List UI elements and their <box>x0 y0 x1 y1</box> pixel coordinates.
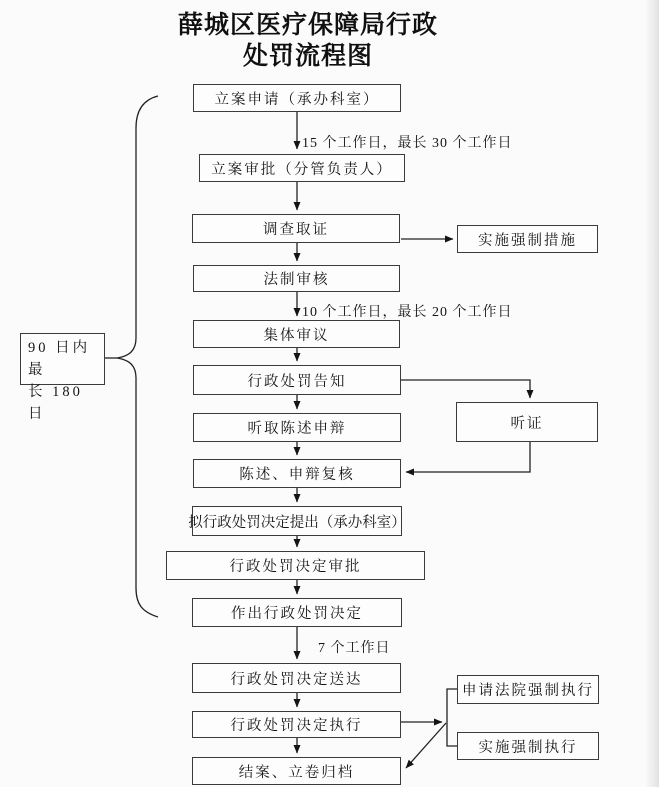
node-implement-enforcement: 实施强制执行 <box>457 732 599 760</box>
node-decision-execution: 行政处罚决定执行 <box>192 711 401 738</box>
arrow-hearing-to-review <box>406 442 530 472</box>
duration-label-line-2: 长 180 日 <box>28 384 83 422</box>
node-legal-review: 法制审核 <box>193 265 400 292</box>
arrow-branch-to-close <box>406 723 446 768</box>
page-title <box>0 10 616 72</box>
node-enforce-measures: 实施强制措施 <box>457 225 598 253</box>
page-title-line-1: 薛城区医疗保障局行政 <box>177 12 438 39</box>
node-draft-decision: 拟行政处罚决定提出（承办科室） <box>192 506 402 536</box>
node-investigation: 调查取证 <box>192 214 400 243</box>
duration-label-line-1: 90 日内最 <box>28 340 91 378</box>
duration-label <box>20 333 105 422</box>
duration-brace <box>117 96 158 617</box>
arrow-notice-to-hearing <box>401 380 530 398</box>
node-penalty-notice: 行政处罚告知 <box>193 365 401 395</box>
edge-label-15-30-days: 15 个工作日，最长 30 个工作日 <box>302 136 513 151</box>
node-collective-review: 集体审议 <box>193 320 400 348</box>
node-listen-statement: 听取陈述申辩 <box>193 413 401 442</box>
page-title-line-2: 处罚流程图 <box>242 43 373 70</box>
branch-bracket <box>447 689 457 746</box>
node-filing-approval: 立案审批（分管负责人） <box>199 154 405 182</box>
node-decision-approval: 行政处罚决定审批 <box>166 551 425 580</box>
node-court-enforcement: 申请法院强制执行 <box>457 675 599 704</box>
node-filing-application: 立案申请（承办科室） <box>193 84 401 112</box>
node-issue-decision: 作出行政处罚决定 <box>192 598 402 627</box>
edge-label-10-20-days: 10 个工作日，最长 20 个工作日 <box>302 305 513 320</box>
edge-label-7-days: 7 个工作日 <box>318 641 391 656</box>
node-hearing: 听证 <box>456 402 598 442</box>
node-decision-delivery: 行政处罚决定送达 <box>192 663 401 693</box>
node-case-close: 结案、立卷归档 <box>192 757 401 785</box>
node-statement-review: 陈述、申辩复核 <box>193 459 401 488</box>
